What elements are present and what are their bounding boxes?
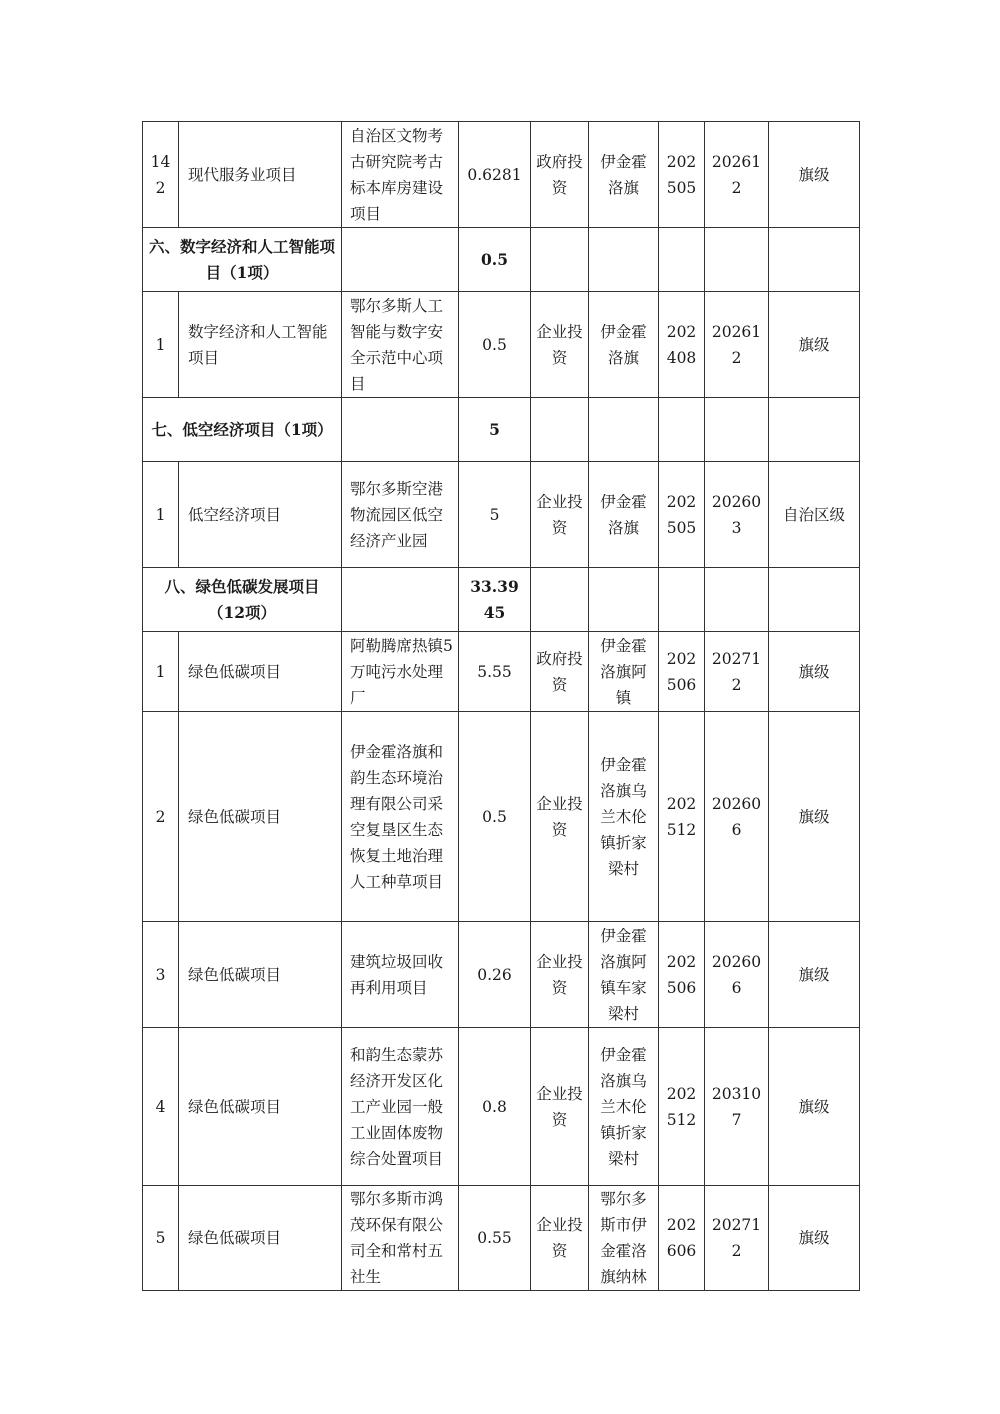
table-row [143,292,860,398]
investment-amount: 0.55 [459,1186,531,1291]
project-location: 伊金霍洛旗乌兰木伦镇折家梁村 [589,712,659,922]
investment-type: 企业投资 [531,1028,589,1186]
end-date: 202603 [705,462,769,568]
investment-amount: 0.8 [459,1028,531,1186]
row-number: 1 [143,632,179,712]
section-title: 八、绿色低碳发展项目（12项） [143,568,342,632]
investment-amount: 0.5 [459,292,531,398]
project-level: 旗级 [769,922,860,1028]
section-title: 七、低空经济项目（1项） [143,398,342,462]
project-category: 低空经济项目 [179,462,342,568]
end-date: 202612 [705,122,769,228]
investment-amount: 0.6281 [459,122,531,228]
investment-amount: 5.55 [459,632,531,712]
row-number: 5 [143,1186,179,1291]
project-name: 鄂尔多斯空港物流园区低空经济产业园 [342,462,459,568]
investment-amount: 5 [459,462,531,568]
investment-type: 企业投资 [531,462,589,568]
row-number: 1 [143,462,179,568]
start-date: 202505 [659,122,705,228]
end-date: 202712 [705,632,769,712]
row-number: 1 [143,292,179,398]
start-date: 202512 [659,1028,705,1186]
project-location: 伊金霍洛旗乌兰木伦镇折家梁村 [589,1028,659,1186]
section-amount: 0.5 [459,228,531,292]
project-level: 旗级 [769,1028,860,1186]
investment-type: 企业投资 [531,922,589,1028]
table-row [143,712,860,922]
end-date: 202606 [705,712,769,922]
project-name: 鄂尔多斯市鸿茂环保有限公司全和常村五社生 [342,1186,459,1291]
project-location: 伊金霍洛旗阿镇车家梁村 [589,922,659,1028]
investment-type: 政府投资 [531,122,589,228]
end-date: 202606 [705,922,769,1028]
project-location: 鄂尔多斯市伊金霍洛旗纳林 [589,1186,659,1291]
row-number: 142 [143,122,179,228]
end-date: 202712 [705,1186,769,1291]
project-category: 绿色低碳项目 [179,632,342,712]
section-title: 六、数字经济和人工智能项目（1项） [143,228,342,292]
project-category: 绿色低碳项目 [179,922,342,1028]
investment-type: 企业投资 [531,712,589,922]
table-row [143,922,860,1028]
end-date: 203107 [705,1028,769,1186]
row-number: 4 [143,1028,179,1186]
table-row [143,1028,860,1186]
project-location: 伊金霍洛旗 [589,292,659,398]
start-date: 202606 [659,1186,705,1291]
start-date: 202505 [659,462,705,568]
project-level: 旗级 [769,292,860,398]
project-category: 数字经济和人工智能项目 [179,292,342,398]
section-amount: 5 [459,398,531,462]
project-name: 鄂尔多斯人工智能与数字安全示范中心项目 [342,292,459,398]
investment-type: 企业投资 [531,292,589,398]
project-location: 伊金霍洛旗 [589,122,659,228]
project-name: 伊金霍洛旗和韵生态环境治理有限公司采空复垦区生态恢复土地治理人工种草项目 [342,712,459,922]
table-row [143,462,860,568]
start-date: 202512 [659,712,705,922]
investment-type: 企业投资 [531,1186,589,1291]
project-level: 自治区级 [769,462,860,568]
start-date: 202506 [659,632,705,712]
start-date: 202506 [659,922,705,1028]
investment-amount: 0.5 [459,712,531,922]
section-row [143,568,860,632]
section-amount: 33.3945 [459,568,531,632]
project-name: 阿勒腾席热镇5万吨污水处理厂 [342,632,459,712]
section-row [143,398,860,462]
section-row [143,228,860,292]
project-level: 旗级 [769,1186,860,1291]
project-category: 绿色低碳项目 [179,1186,342,1291]
project-category: 绿色低碳项目 [179,712,342,922]
project-location: 伊金霍洛旗 [589,462,659,568]
project-category: 现代服务业项目 [179,122,342,228]
project-name: 建筑垃圾回收再利用项目 [342,922,459,1028]
table-row [143,632,860,712]
project-category: 绿色低碳项目 [179,1028,342,1186]
project-level: 旗级 [769,122,860,228]
project-level: 旗级 [769,632,860,712]
end-date: 202612 [705,292,769,398]
investment-type: 政府投资 [531,632,589,712]
project-name: 和韵生态蒙苏经济开发区化工产业园一般工业固体废物综合处置项目 [342,1028,459,1186]
project-name: 自治区文物考古研究院考古标本库房建设项目 [342,122,459,228]
investment-amount: 0.26 [459,922,531,1028]
project-location: 伊金霍洛旗阿镇 [589,632,659,712]
table-row [143,122,860,228]
project-level: 旗级 [769,712,860,922]
row-number: 2 [143,712,179,922]
row-number: 3 [143,922,179,1028]
start-date: 202408 [659,292,705,398]
project-table [142,121,860,1291]
table-row [143,1186,860,1291]
